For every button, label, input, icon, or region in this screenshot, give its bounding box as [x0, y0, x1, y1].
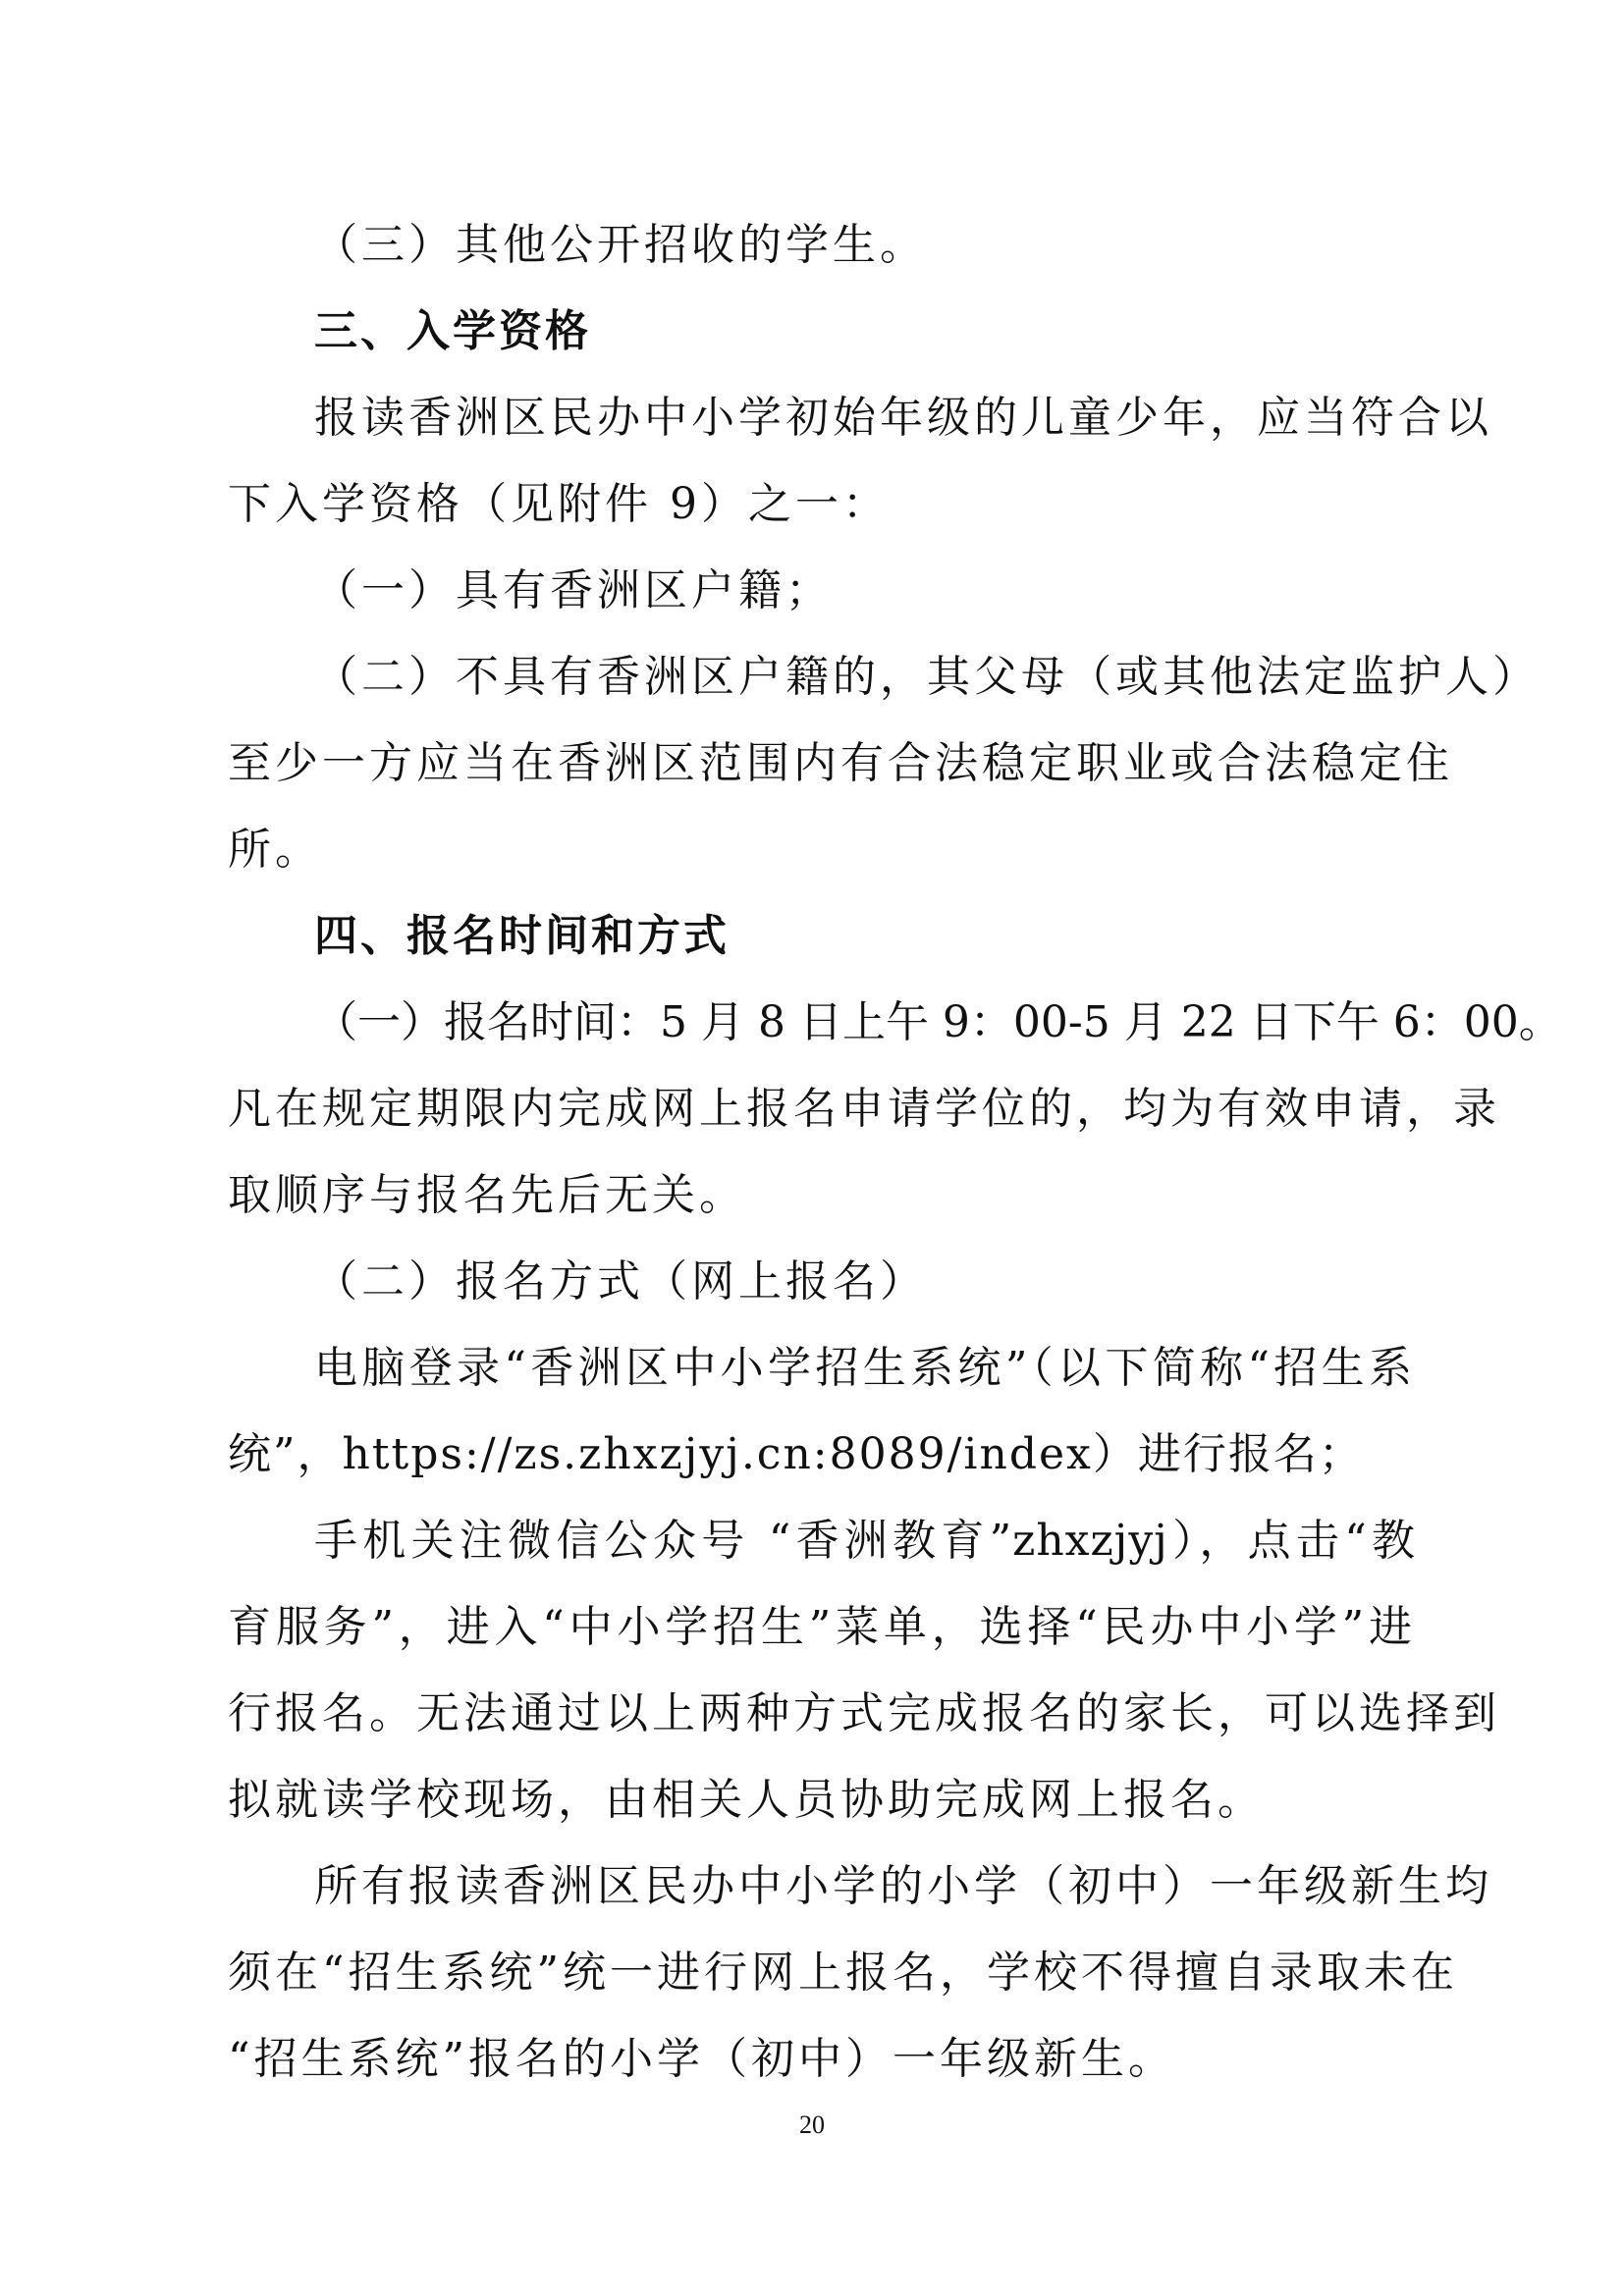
paragraph-line: 统”，https://zs.zhxzjyj.cn:8089/index）进行报名； [228, 1429, 1364, 1479]
paragraph-line: 报读香洲区民办中小学初始年级的儿童少年，应当符合以 [314, 393, 1492, 443]
paragraph-line: “招生系统”报名的小学（初中）一年级新生。 [228, 2034, 1175, 2084]
section-heading-3: 三、入学资格 [314, 306, 591, 356]
paragraph-line: 取顺序与报名先后无关。 [228, 1170, 746, 1220]
paragraph-line: 所有报读香洲区民办中小学的小学（初中）一年级新生均 [314, 1861, 1492, 1911]
paragraph-line: （二）不具有香洲区户籍的，其父母（或其他法定监护人） [314, 652, 1540, 702]
paragraph-line: 凡在规定期限内完成网上报名申请学位的，均为有效申请，录 [228, 1084, 1500, 1134]
paragraph-line: （一）具有香洲区户籍； [314, 565, 833, 615]
paragraph-line: 行报名。无法通过以上两种方式完成报名的家长，可以选择到 [228, 1688, 1500, 1738]
paragraph-line: 下入学资格（见附件 9）之一： [228, 479, 890, 529]
paragraph-line: 拟就读学校现场，由相关人员协助完成网上报名。 [228, 1775, 1265, 1825]
paragraph-line: （三）其他公开招收的学生。 [314, 220, 927, 270]
paragraph-line: 须在“招生系统”统一进行网上报名，学校不得擅自录取未在 [228, 1948, 1458, 1998]
paragraph-line: 电脑登录“香洲区中小学招生系统”（以下简称“招生系 [314, 1343, 1416, 1393]
paragraph-line: （二）报名方式（网上报名） [314, 1256, 927, 1307]
paragraph-line: 手机关注微信公众号 “香洲教育”zhxzjyj），点击“教 [314, 1516, 1416, 1566]
paragraph-line: （一）报名时间：5 月 8 日上午 9：00-5 月 22 日下午 6：00。 [314, 997, 1562, 1047]
paragraph-line: 至少一方应当在香洲区范围内有合法稳定职业或合法稳定住 [228, 738, 1453, 788]
page-number: 20 [799, 2110, 825, 2139]
section-heading-4: 四、报名时间和方式 [314, 911, 730, 961]
paragraph-line: 所。 [228, 825, 322, 875]
paragraph-line: 育服务”，进入“中小学招生”菜单，选择“民办中小学”进 [228, 1602, 1416, 1652]
